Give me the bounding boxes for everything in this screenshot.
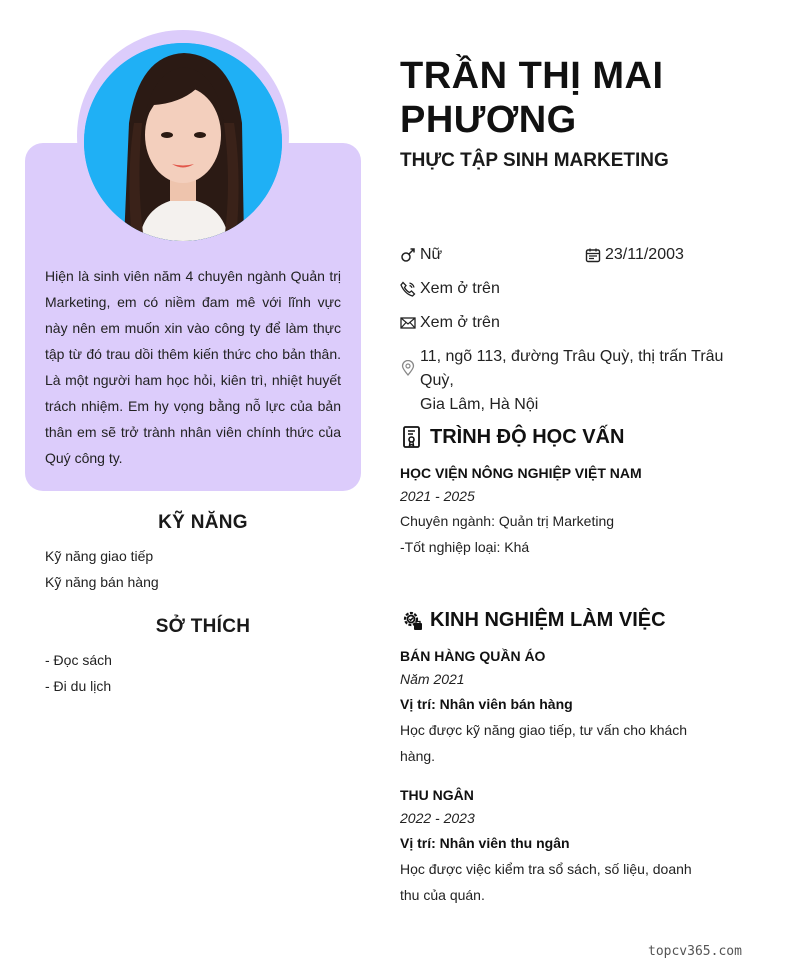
job-company: BÁN HÀNG QUẦN ÁO bbox=[400, 648, 546, 664]
address-row bbox=[400, 345, 760, 417]
mail-icon bbox=[400, 315, 416, 331]
email-row bbox=[400, 311, 500, 335]
education-period: 2021 - 2025 bbox=[400, 488, 475, 504]
job-description: thu của quán. bbox=[400, 887, 485, 903]
name-line: PHƯƠNG bbox=[400, 99, 577, 141]
gender-icon bbox=[400, 247, 416, 263]
hobbies-list bbox=[45, 647, 345, 699]
education-major: Chuyên ngành: Quản trị Marketing bbox=[400, 513, 615, 529]
phone-value: Xem ở trên bbox=[420, 280, 500, 297]
candidate-name bbox=[400, 54, 740, 142]
education-heading bbox=[400, 425, 624, 449]
phone-icon bbox=[400, 281, 416, 297]
phone-row bbox=[400, 277, 500, 301]
address-line: 11, ngõ 113, đường Trâu Quỳ, thị trấn Trâu Quỳ, bbox=[420, 348, 724, 389]
email-value: Xem ở trên bbox=[420, 314, 500, 331]
skills-list bbox=[45, 543, 345, 595]
experience-heading bbox=[400, 608, 666, 632]
gender-value: Nữ bbox=[420, 246, 443, 263]
skills-heading: KỸ NĂNG bbox=[158, 512, 248, 533]
list-item: Kỹ năng giao tiếp bbox=[45, 548, 154, 564]
dob-row bbox=[585, 243, 684, 267]
address-value bbox=[420, 345, 760, 417]
school-name: HỌC VIỆN NÔNG NGHIỆP VIỆT NAM bbox=[400, 465, 642, 481]
avatar-photo bbox=[84, 43, 282, 241]
avatar bbox=[84, 43, 282, 241]
list-item: - Đi du lịch bbox=[45, 678, 112, 694]
job-period: 2022 - 2023 bbox=[400, 810, 475, 826]
job-title: THỰC TẬP SINH MARKETING bbox=[400, 150, 669, 171]
career-summary: Hiện là sinh viên năm 4 chuyên ngành Quản trị Marketing, em có niềm đam mê với lĩnh vực này nên em muốn xin vào công ty để làm thực tập từ đó trau dồi thêm kiến thức cho bản thân. Là một người ham học hỏi, kiên trì, nhiệt huyết trách nhiệm. Em hy vọng bằng nỗ lực của bản thân em sẽ trở trành nhân viên chính thức của Quý công ty. bbox=[45, 268, 341, 466]
job-position: Vị trí: Nhân viên thu ngân bbox=[400, 835, 570, 851]
job-description: Học được kỹ năng giao tiếp, tư vấn cho khách bbox=[400, 722, 688, 738]
name-line: TRẦN THỊ MAI bbox=[400, 55, 664, 97]
job-position: Vị trí: Nhân viên bán hàng bbox=[400, 696, 573, 712]
calendar-icon bbox=[585, 247, 601, 263]
job-company: THU NGÂN bbox=[400, 787, 474, 803]
education-grade: -Tốt nghiệp loại: Khá bbox=[400, 539, 530, 555]
address-line: Gia Lâm, Hà Nội bbox=[420, 396, 539, 413]
job-description: Học được việc kiểm tra sổ sách, số liệu, doanh bbox=[400, 861, 692, 877]
gender-row bbox=[400, 243, 442, 267]
experience-title: KINH NGHIỆM LÀM VIỆC bbox=[430, 608, 666, 631]
watermark-site: topcv365.com bbox=[648, 944, 742, 959]
education-title: TRÌNH ĐỘ HỌC VẤN bbox=[430, 425, 625, 448]
job-period: Năm 2021 bbox=[400, 671, 465, 687]
list-item: Kỹ năng bán hàng bbox=[45, 574, 159, 590]
hobbies-heading: SỞ THÍCH bbox=[155, 616, 251, 637]
diploma-icon bbox=[400, 425, 424, 449]
gear-badge-icon bbox=[400, 608, 424, 632]
location-pin-icon bbox=[400, 360, 416, 376]
dob-value: 23/11/2003 bbox=[605, 246, 684, 263]
job-description: hàng. bbox=[400, 748, 436, 764]
list-item: - Đọc sách bbox=[45, 652, 112, 668]
